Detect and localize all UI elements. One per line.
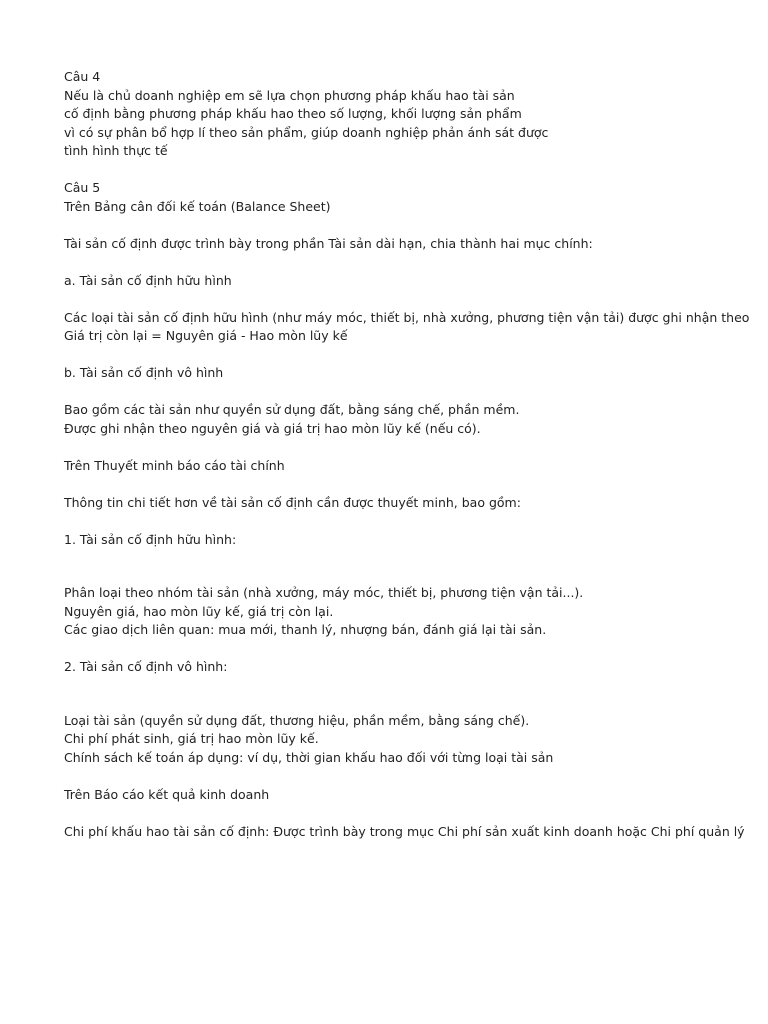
tangible-line-2: Giá trị còn lại = Nguyên giá - Hao mòn lũy kế	[64, 328, 348, 343]
tangible-heading: a. Tài sản cố định hữu hình	[64, 272, 232, 288]
spacer	[64, 640, 668, 659]
spacer	[64, 767, 668, 786]
spacer	[64, 346, 668, 365]
notes-intangible-line-1: Loại tài sản (quyền sử dụng đất, thương hiệu, phần mềm, bằng sáng chế).	[64, 712, 530, 728]
notes-intangible-line-2: Chi phí phát sinh, giá trị hao mòn lũy kế.	[64, 731, 319, 746]
intangible-line-2: Được ghi nhận theo nguyên giá và giá trị hao mòn lũy kế (nếu có).	[64, 420, 481, 436]
spacer	[64, 383, 668, 402]
notes-tangible-heading: 1. Tài sản cố định hữu hình:	[64, 531, 237, 547]
cau5-heading: Câu 5	[64, 180, 101, 195]
cau4-line-4: tình hình thực tế	[64, 143, 168, 158]
spacer	[64, 253, 668, 272]
income-statement-line: Chi phí khấu hao tài sản cố định: Được trình bày trong mục Chi phí sản xuất kinh doanh hoặc Chi phí quản lý	[64, 823, 745, 839]
notes-title: Trên Thuyết minh báo cáo tài chính	[64, 457, 285, 473]
spacer	[64, 804, 668, 823]
cau4-line-1: Nếu là chủ doanh nghiệp em sẽ lựa chọn phương pháp khấu hao tài sản	[64, 87, 515, 103]
notes-tangible-line-1: Phân loại theo nhóm tài sản (nhà xưởng, máy móc, thiết bị, phương tiện vận tải...).	[64, 585, 584, 600]
tangible-line-1: Các loại tài sản cố định hữu hình (như máy móc, thiết bị, nhà xưởng, phương tiện vận tải) được ghi nhận theo	[64, 309, 750, 325]
spacer	[64, 438, 668, 457]
notes-intangible-line-3: Chính sách kế toán áp dụng: ví dụ, thời gian khấu hao đối với từng loại tài sản	[64, 749, 554, 765]
notes-intro: Thông tin chi tiết hơn về tài sản cố định cần được thuyết minh, bao gồm:	[64, 494, 521, 510]
notes-intangible-heading: 2. Tài sản cố định vô hình:	[64, 659, 228, 674]
spacer	[64, 161, 668, 180]
balance-sheet-intro: Tài sản cố định được trình bày trong phần Tài sản dài hạn, chia thành hai mục chính:	[64, 235, 593, 251]
spacer	[64, 549, 668, 584]
intangible-line-1: Bao gồm các tài sản như quyền sử dụng đất, bằng sáng chế, phần mềm.	[64, 402, 520, 417]
spacer	[64, 512, 668, 531]
spacer	[64, 290, 668, 309]
balance-sheet-title: Trên Bảng cân đối kế toán (Balance Sheet)	[64, 198, 331, 214]
spacer	[64, 216, 668, 235]
spacer	[64, 475, 668, 494]
cau4-heading: Câu 4	[64, 69, 101, 84]
cau4-line-3: vì có sự phân bổ hợp lí theo sản phẩm, giúp doanh nghiệp phản ánh sát được	[64, 124, 549, 140]
income-statement-title: Trên Báo cáo kết quả kinh doanh	[64, 786, 270, 802]
notes-tangible-line-3: Các giao dịch liên quan: mua mới, thanh lý, nhượng bán, đánh giá lại tài sản.	[64, 622, 547, 637]
document-page	[64, 68, 750, 841]
notes-tangible-line-2: Nguyên giá, hao mòn lũy kế, giá trị còn lại.	[64, 603, 334, 619]
cau4-line-2: cố định bằng phương pháp khấu hao theo số lượng, khối lượng sản phẩm	[64, 106, 522, 121]
spacer	[64, 677, 668, 712]
intangible-heading: b. Tài sản cố định vô hình	[64, 365, 224, 380]
